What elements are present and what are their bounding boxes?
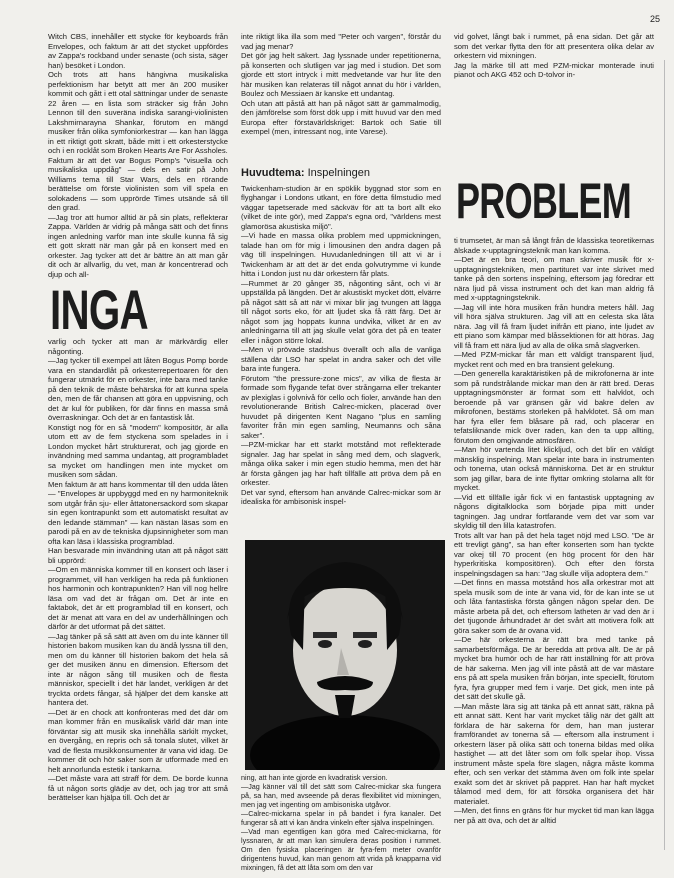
column-2-top bbox=[241, 32, 441, 137]
paragraph: —Vid ett tillfälle igår fick vi en fantastisk upptagning av någons digitalklocka som började pipa mitt under tagningen. Jag undrar fortfarande vem det var som var skyldig till den lilla katastrofen. bbox=[454, 492, 654, 530]
paragraph: —Det måste vara att straff för dem. De borde kunna få ut någon sorts glädje av det, och jag tror att små berättelser kan hjälpa till. Och det är bbox=[48, 774, 228, 802]
column-1-top bbox=[48, 32, 228, 279]
paragraph: —Jag tänker på så sätt att även om du inte känner till historien bakom musiken kan du ändå lyssna till den, men om du känner till historien bakom det hela så ger det musiken ännu en dimension. Eftersom det inte är någon sång till musiken och de flesta människor, speciellt i det här landet, verkligen är det tryckta ordets fångar, så hjälper det dem kanske att hantera det. bbox=[48, 631, 228, 707]
paragraph: vid golvet, långt bak i rummet, på ena sidan. Det går att som det verkar flytta den för att presentera olika delar av orkestern vid mixningen. bbox=[454, 32, 654, 60]
paragraph: —Jag tror att humor alltid är på sin plats, reflekterar Zappa. Världen är vidrig på många sätt och det finns ingen anledning varför man inte skulle kunna få sig ett gott skratt när man går på en konsert med en orkester. Jag tycker att det är bättre än att man går dit och är allvarlig, du vet, man är koncentrerad och djup och all- bbox=[48, 212, 228, 279]
paragraph: —Jag vill inte höra musiken från hundra meters håll. Jag vill höra själva strukturen. Jag vill att en celesta ska låta nära. Jag vill få fram ljudet inifrån ett piano, inte ljudet av ett piano som kämpar med blåssektionen för att höras. Jag vill få fram ett nära ljud av alla de olika små slagverken. bbox=[454, 302, 654, 350]
paragraph: —Vi hade en massa olika problem med uppmickningen, talade han om för mig i limousinen den andra dagen på väg till inspelningen. Huvudanledningen till att vi är i Twickenham är att det är det enda golvutrymme vi kunde hitta i London just nu där orkestern får plats. bbox=[241, 231, 441, 278]
paragraph: —Rummet är 20 gånger 35, någonting sånt, och vi är uppställda på längden. Det är akustiskt mycket dött, elvärre på något sätt så att när vi mixar blir jag tvungen att lägga till något sorts eko, för att ljudet ska få rätt färg. Det är något som jag hoppats kunna undvika, vilket är en av anledningarna till att jag skulle velat göra det på en teater eller i någon större lokal. bbox=[241, 278, 441, 345]
column-1-bottom bbox=[48, 337, 228, 803]
paragraph: ti trumsetet, är man så långt från de klassiska teoretikernas älskade x-upptagningsteknik man kan komma. bbox=[454, 236, 654, 255]
paragraph: Han besvarade min invändning utan att på något sätt bli upprörd: bbox=[48, 546, 228, 565]
paragraph: —PZM-mickar har ett starkt motstånd mot reflekterade signaler. Jag har spelat in sång med dem, och slagverk, många olika saker i min egen studio hemma, men det här är första gången jag har haft tillfälle att pröva dem på en orkester. bbox=[241, 440, 441, 487]
column-2-middle bbox=[241, 169, 441, 507]
paragraph: —Man hör vartenda litet klickljud, och det blir en väldigt mänsklig inspelning. Man spelar inte bara in instrumenten och tonerna, utan också människorna. Det är en struktur som jag gillar, bara de inte flyttar omkring stolarna allt för mycket. bbox=[454, 445, 654, 492]
paragraph: varlig och tycker att man är märkvärdig eller någonting. bbox=[48, 337, 228, 356]
paragraph: Och trots att hans hängivna musikaliska perfektionism har betytt att mer än 200 musiker kommit och gått i ett otal sättningar under de senaste 22 åren — en lista som sträcker sig från John Lennon till den suveräna indiska sarangi-violinisten Lakshmirnarayna Shankar, förutom en mängd musiker från olika symfoniorkestrar — kan han lägga in ett riktigt gott skratt, både mitt i ett orkesterstycke och i en rocklåt som Broken Hearts Are For Assholes. bbox=[48, 70, 228, 155]
paragraph: Witch CBS, innehåller ett stycke för keyboards från Envelopes, och faktum är att det stycket uppfördes av Zappa's rockband under senaste (och sista, säger han) besöket i London. bbox=[48, 32, 228, 70]
paragraph: Twickenham-studion är en spöklik byggnad stor som en flyghangar i Londons utkant, en före detta filmstudio med väggar tapetserade med säckväv för att ta bort allt eko (vilket de inte gör), med Zappa's egna ord, "världens mest glamorösa akustiska miljö". bbox=[241, 183, 441, 231]
paragraph: ning, att han inte gjorde en kvadratisk version. bbox=[241, 773, 388, 782]
paragraph: —Med PZM-mickar får man ett väldigt transparent ljud, mycket rent och med en bra transient gelekung. bbox=[454, 350, 654, 369]
column-3-top bbox=[454, 32, 654, 80]
column-3-bottom bbox=[454, 236, 654, 825]
paragraph: Och utan att påstå att han på något sätt är gammalmodig, den jämförelse som först dök upp i mitt huvud var den med Europa efter förstavärldskriget: Bartok och Satie till exempel (men, intressant nog, inte Varese). bbox=[241, 98, 441, 136]
paragraph: —Men, det finns en gräns för hur mycket tid man kan lägga ner på att öva, och det är alltid bbox=[454, 806, 654, 825]
paragraph: inte riktigt lika illa som med "Peter och vargen", förstår du vad jag menar? bbox=[241, 32, 441, 51]
paragraph: —Den generella karaktäristiken på de mikrofonerna är inte som på rundstrålande mickar man den är rätt bred. Deras upptagningsmönster är format som ett halvklot, och beroende på var gränsen går vid bakre delen av mikrofonen, bestäms storleken på halvklotet. Så om man har fyra eller fem blåsare på rad, och placerar en tefatsliknande mick över raden, kan den ta upp allting, förutom den omgivande atmosfären. bbox=[454, 369, 654, 445]
paragraph: Faktum är att det var Bogus Pomp's "visuella och musikaliska uppdåg" — dels en satir på John Williams tema till Star Wars, dels en rörande berättelse om förste violinisten som vill spela en solokadens — som upprörde Times utsände så till den grad. bbox=[48, 155, 228, 212]
section-heading-rest: Inspelningen bbox=[307, 167, 371, 179]
portrait-illustration bbox=[245, 540, 445, 770]
paragraph: —Om en människa kommer till en konsert och läser i programmet, vill han verkligen ha reda på funktionen hos harmonin och kontrapunkten? Han vill nog hellre läsa om vad det är frågan om. Det är inte en faktabok, det är ett programblad till en konsert, och det är menat att vara en del av underhållningen och därför är det utformat på det sättet. bbox=[48, 565, 228, 631]
paragraph: —De här orkesterna är rätt bra med tanke på samarbetsförmåga. De är beredda att pröva allt. De är på mycket bra humör och de har rätt inställning för att pröva de här sakerna. Men jag vill inte påstå att de var mästare ens på att spela musiken från början, inte speciellt, förutom fyra, fyra grupper med fem i varje. Det gick, men inte på det sätt det skulle gå. bbox=[454, 635, 654, 701]
paragraph: —Vad man egentligen kan göra med Calrec-mickarna, för lyssnaren, är att man kan simulera deras position i rummet. Om den fysiska placeringen är fyra-fem meter ovanför dirigentens huvud, kan man genom att vrida på knapparna vid mixningen, få det att låta som om den var bbox=[241, 827, 441, 872]
headline-problem: PROBLEM bbox=[456, 173, 631, 229]
section-heading-bold: Huvudtema: bbox=[241, 167, 305, 179]
paragraph: —Men vi prövade stadshus överallt och alla de vanliga ställena där LSO har spelat in andra saker och det ville bara inte fungera. bbox=[241, 345, 441, 373]
section-heading bbox=[241, 169, 441, 179]
paragraph: —Det finns en massa motstånd hos alla orkestrar mot att spela musik som de inte är vana vid, för de kan inte se ut och låta fantastiska första gången någon spelar den. De måste arbeta på det, och eftersom latheten är vad den är i det tjugonde århundradet är det svårt att motivera folk att göra saker som de är ovana vid. bbox=[454, 578, 654, 635]
page-number: 25 bbox=[649, 14, 660, 24]
paragraph: —Man måste lära sig att tänka på ett annat sätt, räkna på ett annat sätt. Kent har varit mycket tålig när det gällt att förklara de här sakerna för dem, han man justerar framförandet av tonerna så — eftersom alla instrument i orkestern läser på olika sätt och tonerna bildas med olika hastighet — att det låter som om folk spelar ihop. Vissa instrument måste spela före slagen, några måste komma efter, och sen verkar det stämma även om folk inte spelar exakt som det är skrivet på pappret. Han har haft mycket tålamod med dem, för att försöka organisera det här materialet. bbox=[454, 701, 654, 806]
page-edge-rule bbox=[664, 60, 665, 850]
paragraph: Men faktum är att hans kommentar till den udda låten — "Envelopes är uppbyggd med en ny harmoniteknik som utgår från sju- eller åttatonersackord som skapar sin egen kontrapunkt som ett automatiskt resultat av den ledande stämman" — kan nästan läsas som en parodi på en av de tekniska djupsinnigheter som man ofta kan läsa i klassiska programblad. bbox=[48, 479, 228, 546]
paragraph: Det gör jag helt säkert. Jag lyssnade under repetitionerna, på konserten och slutligen var jag med i studion. Det som gjorde ett stort intryck i mitt medvetande var hur lite den här musiken kan relateras till något annat du hör i världen, Boulez och Messiaen är kanske ett undantag. bbox=[241, 51, 441, 98]
headline-inga: INGA bbox=[50, 278, 148, 341]
paragraph: Konstigt nog för en så "modern" kompositör, är alla utom ett av de fem styckena som spelades in i London mycket hårt strukturerat, och jag gjorde en invändning med samma undantag, att programbladet sa mycket om handlingen men inte mycket om musiken som sådan. bbox=[48, 422, 228, 479]
paragraph: —Jag känner väl till det sätt som Calrec-mickar ska fungera på, sa han, med avseende på deras flexibilitet vid mixningen, men jag vet ingenting om ambisoniska utgåvor. bbox=[241, 782, 441, 809]
paragraph: —Det är en bra teori, om man skriver musik för x-upptagningstekniken, men partituret var inte skrivet med tanke på den sortens inspelning, eftersom jag föredrar ett nära ljud på vissa instrument och det kan man aldrig få med x-upptagningsteknik. bbox=[454, 255, 654, 302]
paragraph: —Jag tycker till exempel att låten Bogus Pomp borde vara en standardlåt på orkesterrepertoaren för den fungerar utmärkt för en orkester, inte bara med tanke på den teknik de måste behärska för att kunna spela den, men de får chansen att göra en uppvisning, och det är kul för publiken, för där finns en massa små överraskningar. Och det är en fantastisk låt. bbox=[48, 356, 228, 422]
paragraph: Trots allt var han på det hela taget nöjd med LSO. "De är ett trevligt gäng", sa han efter konserten som han tyckte var okej till 70 procent (en hög procent för den här hyperkritiska kompositören). Och efter den första inspelningsdagen sa han: "Jag skulle vilja adoptera dem." bbox=[454, 530, 654, 578]
column-2-bottom bbox=[241, 773, 441, 872]
portrait-photo bbox=[245, 540, 445, 770]
paragraph: —Calrec-mickarna spelar in på bandet i fyra kanaler. Det fungerar så att vi kan ändra vinkeln efter själva inspelningen. bbox=[241, 809, 441, 827]
paragraph: Det var synd, eftersom han använde Calrec-mickar som är idealiska för ambisonisk inspel- bbox=[241, 487, 441, 506]
paragraph: Förutom "the pressure-zone mics", av vilka de flesta är formade som flygande tefat över strångarna eller trekanter av plexiglas i golvnivå för cello och fioler, använde han den revolutionerande British Calrec-micken, placerad över huvudet på dirigenten Kent Nagano "plus en samling favoriter från min egen samling, Neumanns och såna saker". bbox=[241, 373, 441, 440]
paragraph: —Det är en chock att konfronteras med det där om man kommer från en musikalisk värld där man inte förväntar sig att musik ska innehålla särkilt mycket, en övergång, en repris och så tonala slutet, vilket är vad de flesta musikkonsumenter är vana vid idag. De kommer dit och hör saker som är utformade med en helt annorlunda estetik i tankarna. bbox=[48, 707, 228, 774]
paragraph: Jag la märke till att med PZM-mickar monterade inuti pianot och AKG 452 och D-tolvor in- bbox=[454, 60, 654, 79]
